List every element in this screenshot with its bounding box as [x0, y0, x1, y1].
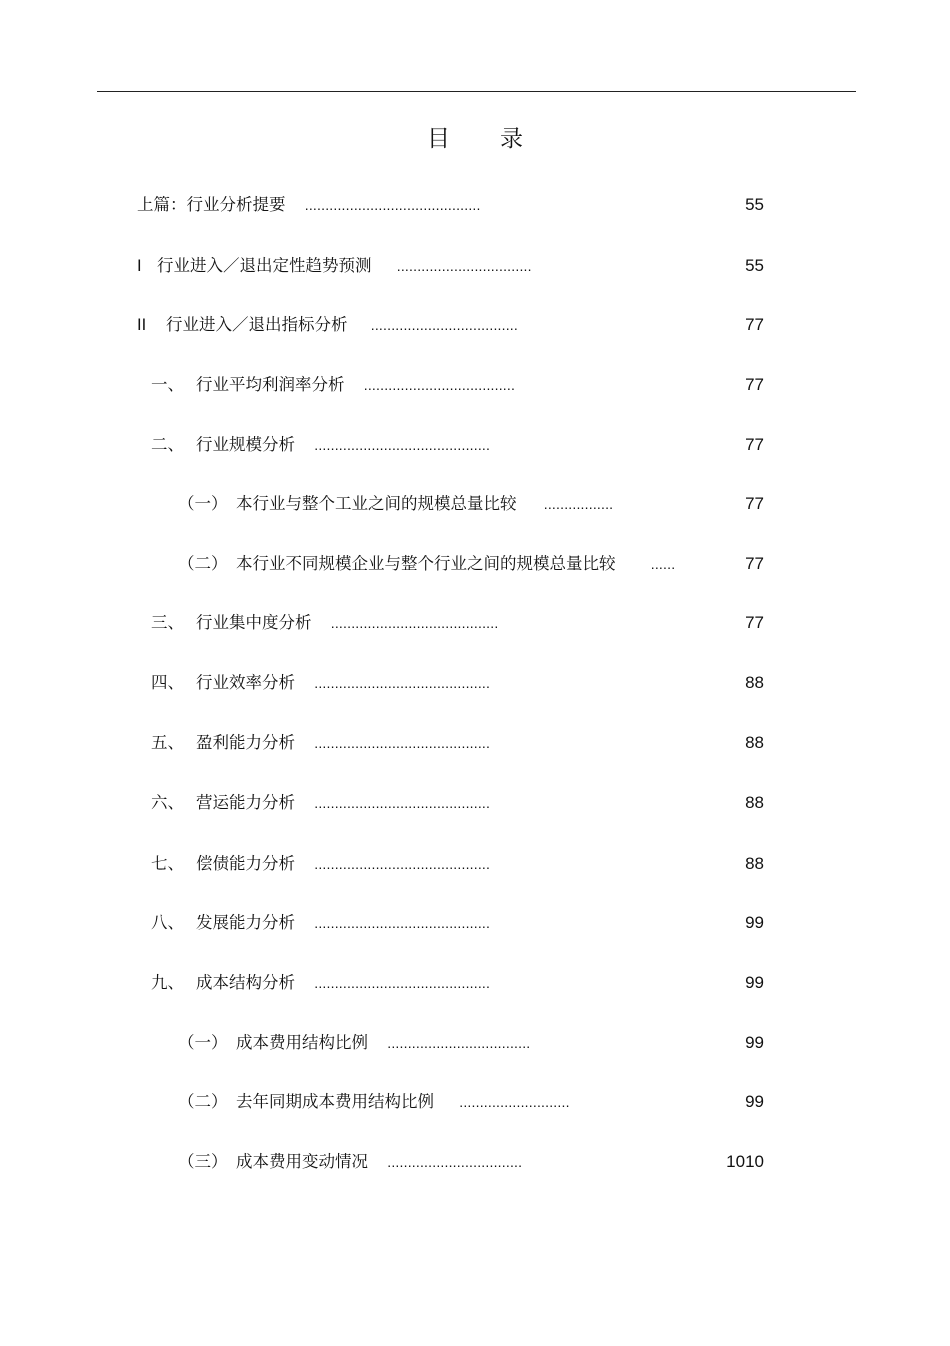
- toc-entry-number: I: [137, 257, 142, 275]
- toc-entry[interactable]: [178, 491, 613, 517]
- toc-leader-dots: ...........................................: [304, 197, 481, 213]
- toc-entry-label: 营运能力分析: [196, 793, 295, 812]
- toc-entry-number: 八、: [151, 913, 184, 932]
- toc-leader-dots: .....................................: [363, 377, 516, 393]
- toc-leader-dots: ......: [650, 556, 676, 572]
- toc-leader-dots: ...........................................: [314, 915, 491, 931]
- toc-entry-number: （二）: [178, 1092, 228, 1111]
- toc-entry-number: 一、: [151, 375, 184, 394]
- toc-entry-label: 上篇：行业分析提要: [137, 195, 286, 214]
- toc-leader-dots: .................................: [396, 258, 532, 274]
- toc-entry-label: 本行业不同规模企业与整个行业之间的规模总量比较: [236, 554, 616, 573]
- toc-entry[interactable]: [178, 1030, 530, 1056]
- toc-entry-label: 盈利能力分析: [196, 733, 295, 752]
- toc-entry-label: 行业集中度分析: [196, 613, 312, 632]
- toc-page-number: 99: [745, 1092, 764, 1111]
- toc-entry-number: 九、: [151, 973, 184, 992]
- toc-entry[interactable]: [178, 1089, 570, 1115]
- toc-page-number: 77: [745, 435, 764, 454]
- toc-page-number: 88: [745, 673, 764, 692]
- toc-entry[interactable]: [151, 970, 490, 996]
- toc-entry[interactable]: [137, 312, 518, 338]
- toc-entry-label: 行业进入／退出定性趋势预测: [157, 256, 372, 275]
- toc-leader-dots: ...........................................: [314, 675, 491, 691]
- toc-leader-dots: ...........................: [459, 1094, 570, 1110]
- toc-entry-label: 成本费用结构比例: [236, 1033, 368, 1052]
- toc-entry[interactable]: [178, 551, 675, 577]
- toc-entry-number: 五、: [151, 733, 184, 752]
- toc-leader-dots: ...........................................: [314, 856, 491, 872]
- toc-leader-dots: ...........................................: [314, 437, 491, 453]
- toc-page-number: 77: [745, 554, 764, 573]
- toc-page-number: 99: [745, 973, 764, 992]
- toc-entry-number: 四、: [151, 673, 184, 692]
- toc-entry-number: （三）: [178, 1152, 228, 1171]
- toc-entry[interactable]: [151, 730, 490, 756]
- toc-entry-label: 去年同期成本费用结构比例: [236, 1092, 434, 1111]
- toc-entry[interactable]: [151, 610, 498, 636]
- toc-page-number: 55: [745, 256, 764, 275]
- toc-entry[interactable]: [151, 851, 490, 877]
- toc-entry-number: 七、: [151, 854, 184, 873]
- toc-entry[interactable]: [151, 670, 490, 696]
- toc-entry[interactable]: [151, 910, 490, 936]
- toc-entry-number: 二、: [151, 435, 184, 454]
- toc-page-number: 1010: [726, 1152, 764, 1171]
- toc-leader-dots: ...........................................: [314, 975, 491, 991]
- toc-entry-label: 成本费用变动情况: [236, 1152, 368, 1171]
- toc-entry-label: 偿债能力分析: [196, 854, 295, 873]
- toc-page-number: 88: [745, 793, 764, 812]
- toc-entry[interactable]: [151, 372, 515, 398]
- toc-page-number: 55: [745, 195, 764, 214]
- toc-page-number: 77: [745, 315, 764, 334]
- toc-title-char-1: 目: [427, 126, 450, 152]
- toc-entry[interactable]: [137, 253, 532, 279]
- toc-entry[interactable]: [151, 432, 490, 458]
- toc-entry-label: 本行业与整个工业之间的规模总量比较: [236, 494, 517, 513]
- toc-leader-dots: ...........................................: [314, 735, 491, 751]
- toc-entry-number: （一）: [178, 1033, 228, 1052]
- toc-page-number: 99: [745, 1033, 764, 1052]
- toc-leader-dots: .........................................: [330, 615, 499, 631]
- toc-entry-number: II: [137, 316, 147, 334]
- toc-page-number: 77: [745, 375, 764, 394]
- toc-leader-dots: ....................................: [370, 317, 518, 333]
- toc-leader-dots: .................: [543, 496, 614, 512]
- toc-leader-dots: ...........................................: [314, 795, 491, 811]
- toc-page-number: 99: [745, 913, 764, 932]
- toc-page-number: 88: [745, 854, 764, 873]
- toc-page-number: 77: [745, 494, 764, 513]
- toc-entry[interactable]: [137, 192, 481, 218]
- toc-entry[interactable]: [151, 790, 490, 816]
- toc-entry-label: 行业规模分析: [196, 435, 295, 454]
- toc-entry-label: 行业效率分析: [196, 673, 295, 692]
- toc-entry-number: （二）: [178, 554, 228, 573]
- toc-entry-label: 行业平均利润率分析: [196, 375, 345, 394]
- toc-entry-label: 成本结构分析: [196, 973, 295, 992]
- toc-entry-label: 行业进入／退出指标分析: [166, 315, 348, 334]
- toc-entry-number: 六、: [151, 793, 184, 812]
- toc-leader-dots: .................................: [387, 1154, 523, 1170]
- toc-title-char-2: 录: [500, 126, 523, 152]
- toc-entry[interactable]: [178, 1149, 522, 1175]
- toc-entry-number: 三、: [151, 613, 184, 632]
- toc-page-number: 88: [745, 733, 764, 752]
- toc-leader-dots: ...................................: [387, 1035, 531, 1051]
- toc-entry-label: 发展能力分析: [196, 913, 295, 932]
- toc-page-number: 77: [745, 613, 764, 632]
- toc-entry-number: （一）: [178, 494, 228, 513]
